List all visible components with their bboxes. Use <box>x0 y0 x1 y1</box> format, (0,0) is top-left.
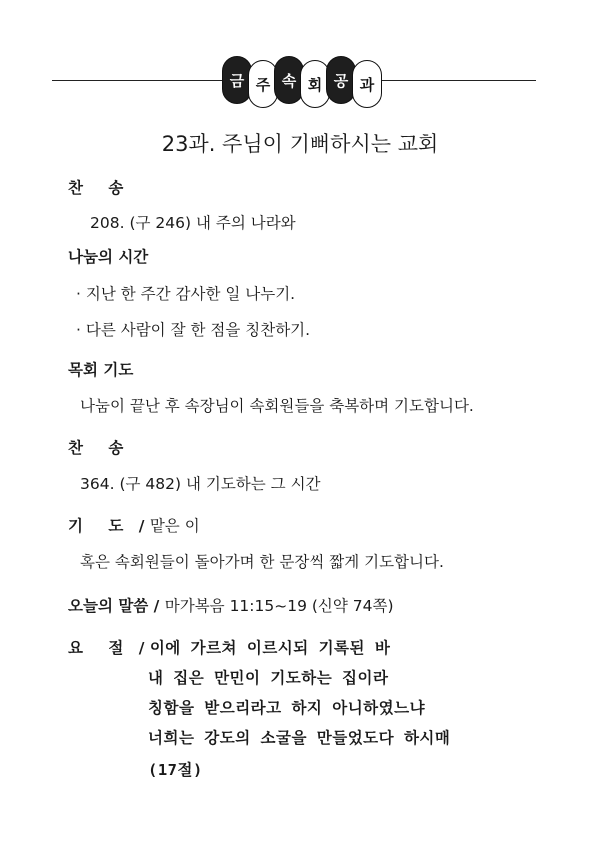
hymn-heading: 찬 송 <box>68 179 134 197</box>
hymn-line: 208. (구 246) 내 주의 나라와 <box>90 214 296 232</box>
pastor-prayer-line: 나눔이 끝난 후 속장님이 속회원들을 축복하며 기도합니다. <box>80 397 474 415</box>
page-title: 23과. 주님이 기뻐하시는 교회 <box>161 132 439 156</box>
section-badge-group <box>222 56 392 106</box>
prayer-heading: 기 도 / 맡은 이 <box>68 517 200 535</box>
verse-line: 너희는 강도의 소굴을 만들었도다 하시매 <box>148 729 451 747</box>
badge-char: 주 <box>248 60 278 108</box>
pastor-prayer-heading: 목회 기도 <box>68 361 134 379</box>
verse-line: 칭함을 받으리라고 하지 아니하였느냐 <box>148 699 426 717</box>
hymn-heading: 찬 송 <box>68 439 134 457</box>
badge-char: 금 <box>222 56 252 104</box>
badge-char: 과 <box>352 60 382 108</box>
verse-heading: 요 절 / 이에 가르쳐 이르시되 기록된 바 <box>68 639 391 657</box>
sharing-heading: 나눔의 시간 <box>68 248 149 266</box>
prayer-line: 혹은 속회원들이 돌아가며 한 문장씩 짧게 기도합니다. <box>80 553 444 571</box>
list-item: · 다른 사람이 잘 한 점을 칭찬하기. <box>76 321 311 339</box>
hymn-line: 364. (구 482) 내 기도하는 그 시간 <box>80 475 321 493</box>
verse-ref: (17절) <box>148 761 203 779</box>
badge-char: 공 <box>326 56 356 104</box>
list-item: · 지난 한 주간 감사한 일 나누기. <box>76 285 296 303</box>
verse-line: 내 집은 만민이 기도하는 집이라 <box>148 669 389 687</box>
badge-char: 회 <box>300 60 330 108</box>
word-heading: 오늘의 말씀 / 마가복음 11:15~19 (신약 74쪽) <box>68 597 394 615</box>
badge-char: 속 <box>274 56 304 104</box>
